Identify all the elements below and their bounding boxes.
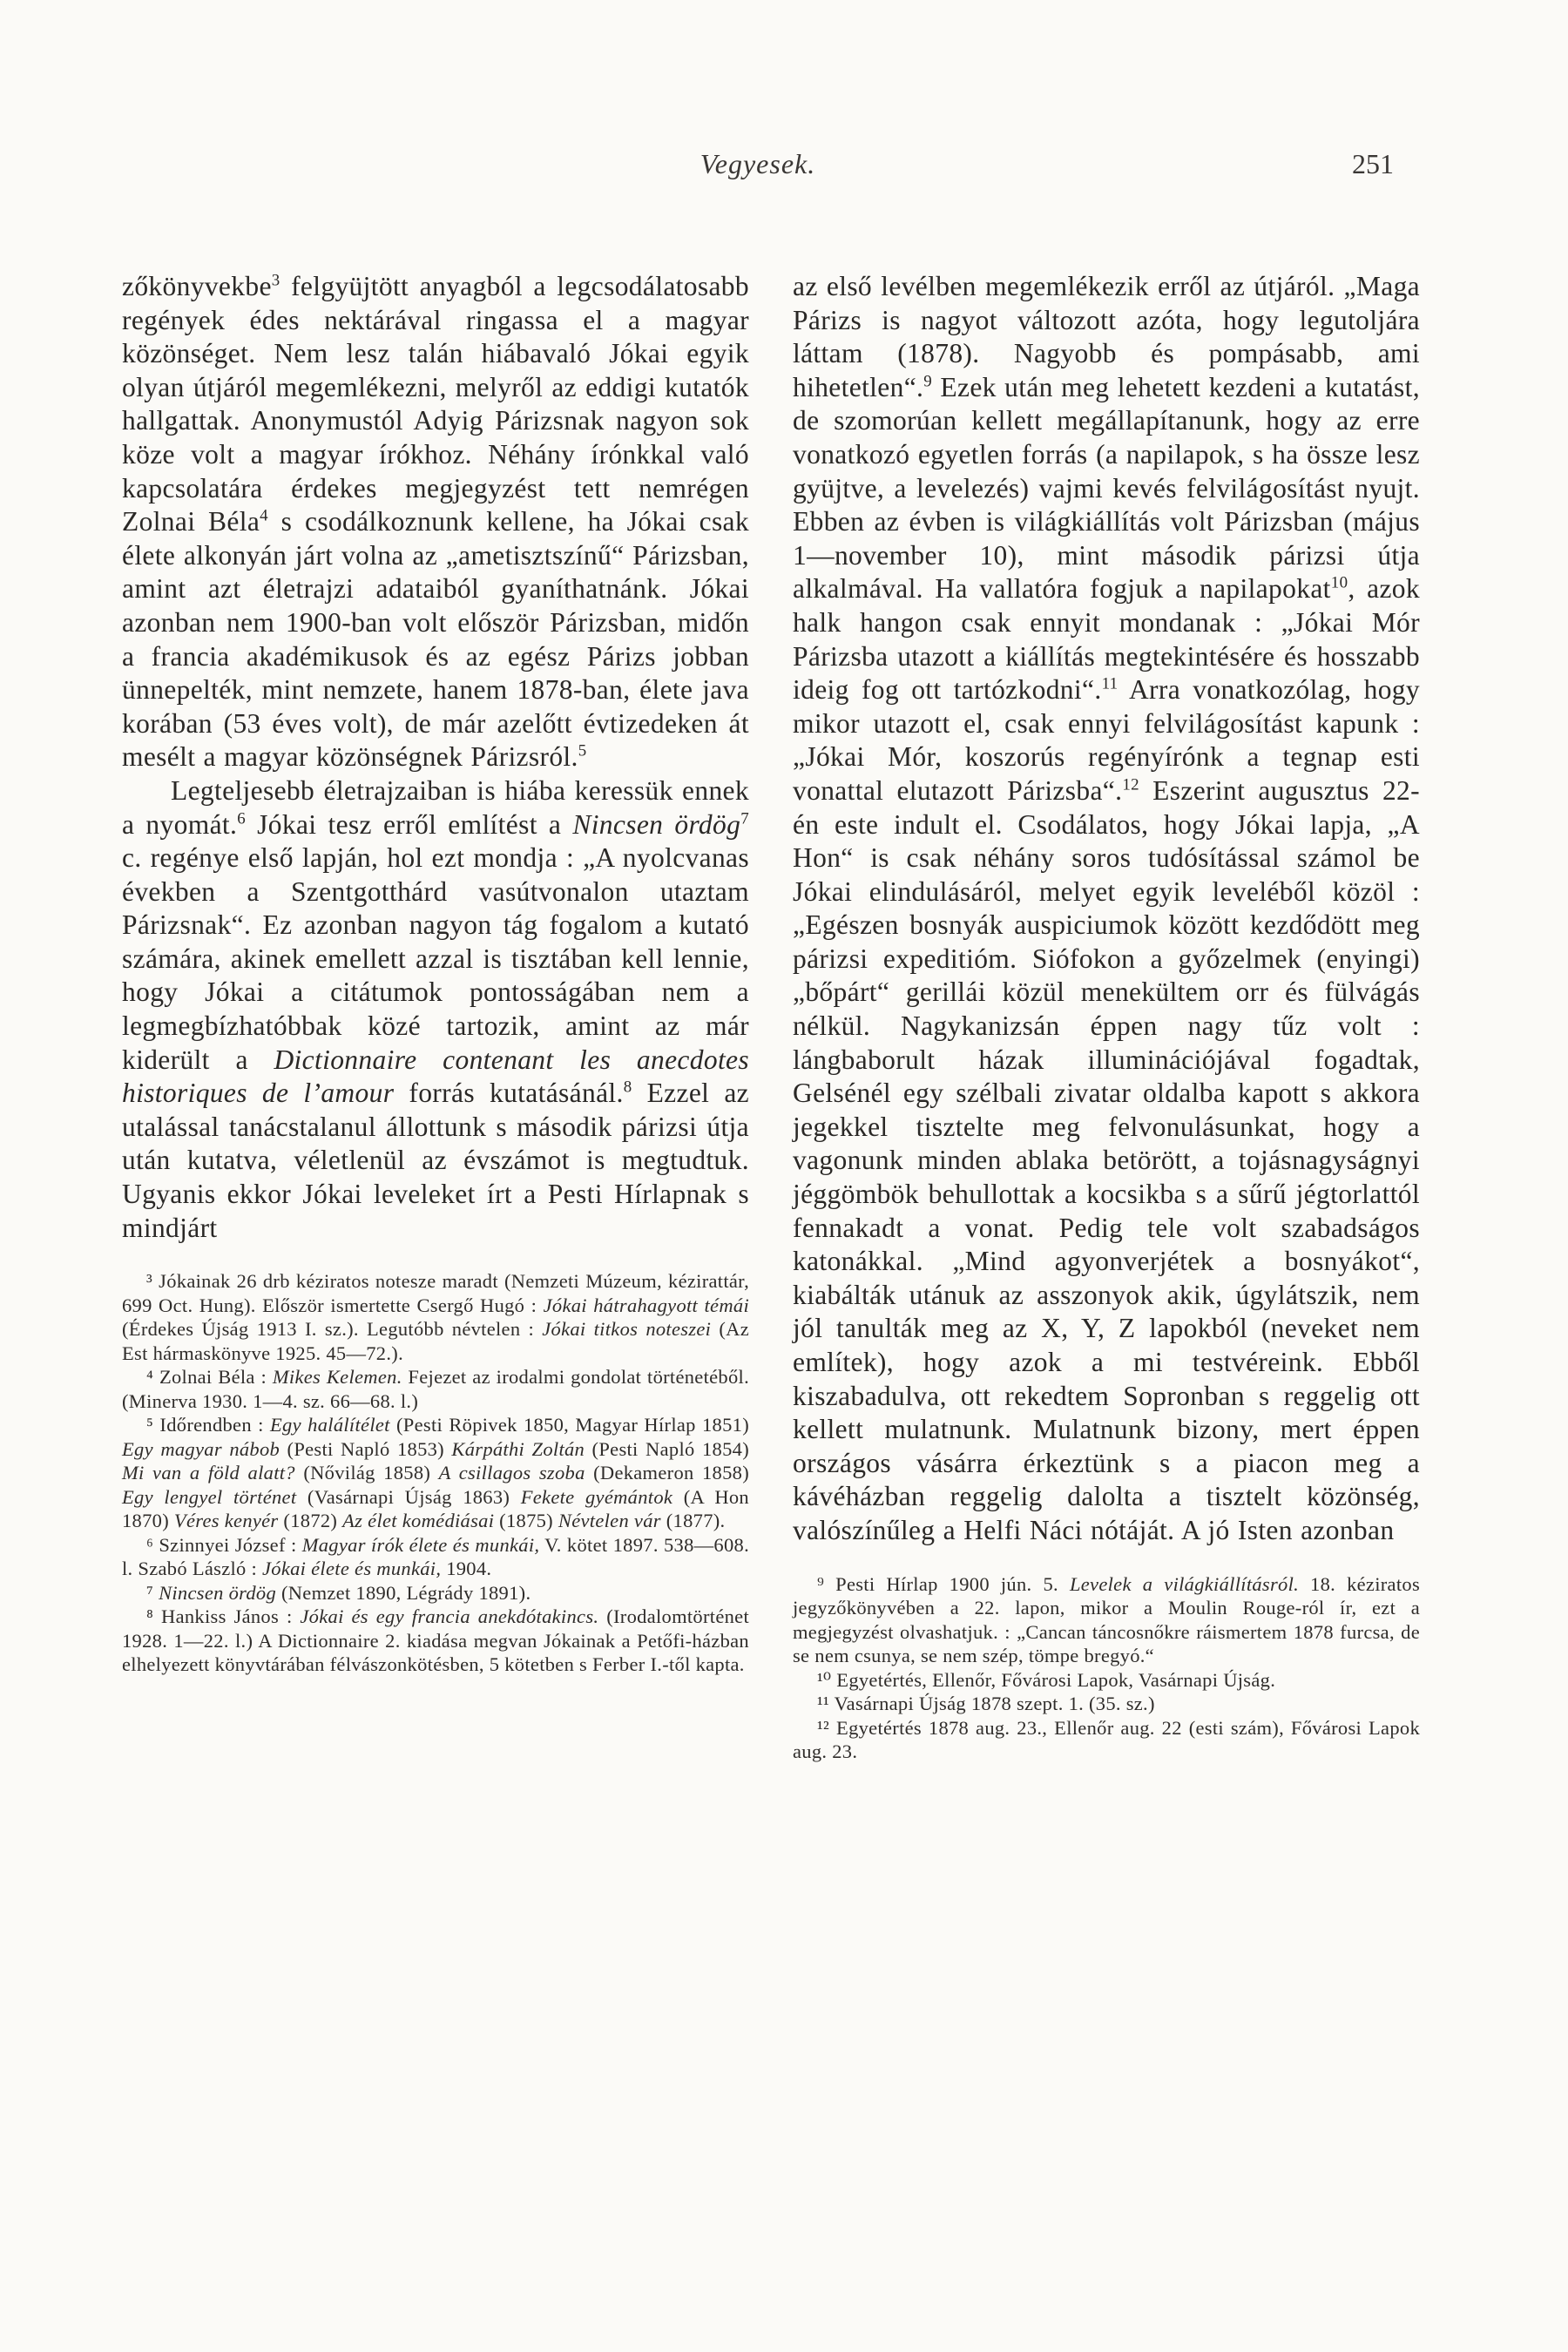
footnote-5: [122, 1413, 749, 1533]
page-number: 251: [1352, 148, 1394, 179]
footnote-3: [122, 1269, 749, 1365]
footnote-12: [793, 1716, 1420, 1764]
page-header: [122, 148, 1394, 192]
text-run: ⁴ Zolnai Béla :: [146, 1366, 273, 1389]
text-run: Arra vonatkozólag, hogy mikor utazott el, csak ennyi felvilágosítást kapunk : „Jókai Mór, koszorús regényírónk a tegnap esti vonattal elutazott Párizsba“.: [793, 674, 1420, 806]
text-run: ¹¹ Vasárnapi Újság 1878 szept. 1. (35. sz.): [817, 1693, 1155, 1715]
footnote-ref: 6: [237, 809, 247, 828]
footnote-9: [793, 1572, 1420, 1668]
text-run: 1904.: [441, 1558, 492, 1580]
text-run: Jókai tesz erről említést a: [246, 808, 573, 840]
running-title: Vegyesek.: [700, 148, 816, 179]
italic-run: Dictionnaire contenant les anecdotes historiques de l’amour: [122, 1044, 749, 1109]
italic-run: Egy magyar nábob: [122, 1437, 280, 1460]
text-run: (1872): [278, 1510, 343, 1532]
italic-run: Fekete gyémántok: [520, 1485, 673, 1508]
italic-run: A csillagos szoba: [438, 1462, 585, 1484]
italic-run: Nincsen ördög: [572, 808, 741, 840]
paragraph: [122, 270, 749, 774]
text-run: (Pesti Röpivek 1850, Magyar Hírlap 1851): [389, 1414, 749, 1436]
italic-run: Mikes Kelemen.: [272, 1366, 402, 1389]
text-run: forrás kutatásánál.: [394, 1078, 624, 1109]
italic-run: Egy halálítélet: [270, 1414, 390, 1436]
italic-run: Levelek a világkiállításról.: [1069, 1572, 1300, 1595]
italic-run: Jókai titkos noteszei: [542, 1318, 712, 1341]
footnote-4: [122, 1365, 749, 1413]
text-run: (Érdekes Újság 1913 I. sz.). Legutóbb névtelen :: [122, 1318, 543, 1341]
footnote-11: [793, 1692, 1420, 1716]
italic-run: Névtelen vár: [558, 1510, 661, 1532]
text-run: 18. kéziratos jegyzőkönyvében a 22. lapon, mikor a Moulin Rouge-ról ír, ezt a megjegyzést olvashatjuk. : „Cancan táncosnőkre ráismertem 1878 furcsa, de se nem csunya, se nem szép, tömpe bregyó.“: [793, 1572, 1420, 1667]
paragraph: [122, 774, 749, 1245]
text-run: (A Hon 1870): [122, 1485, 749, 1532]
footnote-ref: 9: [923, 372, 933, 391]
left-column: [122, 270, 749, 1677]
text-run: Ezzel az utalással tanácstalanul állottunk s második párizsi útja után kutatva, véletlenül az évszámot is megtudtuk. Ugyanis ekkor Jókai leveleket írt a Pesti Hírlapnak s mindjárt: [122, 1078, 749, 1243]
footnote-7: [122, 1581, 749, 1605]
text-run: ⁸ Hankiss János :: [146, 1605, 301, 1628]
italic-run: Jókai élete és munkái,: [262, 1558, 442, 1580]
footnote-ref: 5: [578, 741, 587, 760]
left-footnotes: [122, 1269, 749, 1677]
text-run: c. regénye első lapján, hol ezt mondja : „A nyolcvanas években a Szentgotthárd vasútvonalon utaztam Párizsnak“. Ez azonban nagyon tág fogalom a kutató számára, akinek emellett azzal is tisztában kell lennie, hogy Jókai a citátumok pontosságában nem a legmegbízhatóbbak közé tartozik, amint az már kiderült a: [122, 842, 749, 1075]
footnote-ref: 8: [623, 1078, 632, 1097]
text-run: Legteljesebb életrajzaiban is hiába keressük ennek a nyomát.: [122, 774, 749, 840]
text-run: ⁷: [146, 1581, 159, 1604]
text-run: (1877).: [660, 1510, 726, 1532]
italic-run: Nincsen ördög: [159, 1581, 277, 1604]
text-run: ³ Jókainak 26 drb kéziratos notesze maradt (Nemzeti Múzeum, kézirattár, 699 Oct. Hung). Először ismertette Csergő Hugó :: [122, 1270, 749, 1316]
text-run: Ezek után meg lehetett kezdeni a kutatást, de szomorúan kellett megállapítanunk, hogy az erre vonatkozó egyetlen forrás (a napilapok, s ha össze lesz gyüjtve, a levelezés) vajmi kevés felvilágosítást nyujt. Ebben az évben is világkiállítás volt Párizsban (május 1—november 10), mint második párizsi útja alkalmával. Ha vallatóra fogjuk a napilapokat: [793, 371, 1420, 605]
footnote-6: [122, 1533, 749, 1581]
text-run: ⁵ Időrendben :: [146, 1414, 271, 1436]
text-run: s csodálkoznunk kellene, ha Jókai csak élete alkonyán járt volna az „ametisztszínű“ Párizsban, amint azt életrajzi adataiból gyaníthatnánk. Jókai azonban nem 1900-ban volt először Párizsban, midőn a francia akadémikusok és az egész Párizs jobban ünnepelték, mint nemzete, hanem 1878-ban, élete java korában (53 éves volt), de már azelőtt évtizedeken át mesélt a magyar közönségnek Párizsról.: [122, 506, 749, 773]
italic-run: Az élet komédiásai: [342, 1510, 495, 1532]
text-run: (Pesti Napló 1854): [585, 1437, 749, 1460]
italic-run: Egy lengyel történet: [122, 1485, 297, 1508]
text-run: (Dekameron 1858): [585, 1462, 749, 1484]
text-run: (Irodalomtörténet 1928. 1—22. l.) A Dictionnaire 2. kiadása megvan Jókainak a Petőfi-házban elhelyezett könyvtárában félvászonkötésben, 5 kötetben s Ferber I.-től kapta.: [122, 1605, 749, 1676]
text-run: ¹² Egyetértés 1878 aug. 23., Ellenőr aug. 22 (esti szám), Fővárosi Lapok aug. 23.: [793, 1716, 1420, 1763]
text-run: felgyüjtött anyagból a legcsodálatosabb regények édes nektárával ringassa el a magyar közönséget. Nem lesz talán hiábavaló Jókai egyik olyan útjáról megemlékezni, melyről az eddigi kutatók hallgattak. Anonymustól Adyig Párizsnak nagyon sok köze volt a magyar írókhoz. Néhány írónkkal való kapcsolatára érdekes megjegyzést tett nemrégen Zolnai Béla: [122, 271, 749, 537]
text-run: V. kötet 1897. 538—608. l. Szabó László :: [122, 1533, 749, 1580]
footnote-ref: 10: [1330, 573, 1348, 592]
right-body-text: [793, 270, 1420, 1548]
text-run: zőkönyvekbe: [122, 271, 272, 301]
footnote-ref: 4: [260, 506, 268, 525]
footnote-8: [122, 1605, 749, 1677]
text-run: ⁹ Pesti Hírlap 1900 jún. 5.: [817, 1572, 1070, 1595]
text-run: (1875): [494, 1510, 558, 1532]
text-run: , azok halk hangon csak ennyit mondanak : „Jókai Mór Párizsba utazott a kiállítás megtekintésére és hosszabb ideig fog ott tartózkodni“.: [793, 573, 1420, 706]
text-run: (Nővilág 1858): [294, 1462, 439, 1484]
text-run: (Vasárnapi Újság 1863): [296, 1485, 521, 1508]
text-run: (Az Est hármaskönyve 1925. 45—72.).: [122, 1318, 749, 1364]
text-run: (Pesti Napló 1853): [280, 1437, 452, 1460]
footnote-ref: 12: [1122, 775, 1139, 794]
italic-run: Jókai és egy francia anekdótakincs.: [300, 1605, 599, 1628]
italic-run: Mi van a föld alatt?: [122, 1462, 295, 1484]
paragraph: [793, 270, 1420, 1548]
text-run: ¹⁰ Egyetértés, Ellenőr, Fővárosi Lapok, Vasárnapi Újság.: [817, 1668, 1276, 1691]
text-run: (Nemzet 1890, Légrády 1891).: [276, 1581, 531, 1604]
right-column: [793, 270, 1420, 1764]
text-run: ⁶ Szinnyei József :: [146, 1533, 302, 1556]
right-footnotes: [793, 1572, 1420, 1764]
left-body-text: [122, 270, 749, 1245]
italic-run: Magyar írók élete és munkái,: [301, 1533, 540, 1556]
italic-run: Véres kenyér: [173, 1510, 279, 1532]
footnote-10: [793, 1668, 1420, 1693]
footnote-ref: 11: [1101, 674, 1119, 693]
text-run: az első levélben megemlékezik erről az útjáról. „Maga Párizs is nagyot változott azóta, hogy legutoljára láttam (1878). Nagyobb és pompásabb, ami hihetetlen“.: [793, 271, 1420, 402]
italic-run: Jókai hátrahagyott témái: [543, 1294, 749, 1316]
footnote-ref: 3: [271, 271, 280, 290]
text-run: Eszerint augusztus 22-én este indult el. Csodálatos, hogy Jókai lapja, „A Hon“ is csak néhány soros tudósítással számol be Jókai elindulásáról, melyet egyik leveléből közöl : „Egészen bosnyák auspiciumok között kezdődött meg párizsi expeditióm. Siófokon a győzelmek (enyingi) „bőpárt“ gerillái közül menekültem orr és fülvágás nélkül. Nagykanizsán éppen nagy tűz volt : lángbaborult házak illuminációjával fogadtak, Gelsénél egy szélbali zivatar oldalba kapott s akkora jegekkel tisztelte meg felvonulásunkat, hogy a vagonunk minden ablaka betörött, a tojásnagyságnyi jéggömbök behullottak a kocsikba s a sűrű jégtorlattól fennakadt a vonat. Pedig tele volt szabadságos katonákkal. „Mind agyonverjétek a bosnyákot“, kiabálták utánuk az asszonyok akik, úgylátszik, nem jól tanulták meg az X, Y, Z lapokból (neveket nem említek), hogy azok a mi testvéreink. Ebből kiszabadulva, ott rekedtem Sopronban s reggelig ott kellett mulatnunk. Mulatnunk bizony, mert éppen országos vásárra érkeztünk s a piacon meg a kávéházban reggelig dalolta a tisztelt közönség, valószínűleg a Helfi Náci nótáját. A jó Isten azonban: [793, 774, 1420, 1545]
text-run: Fejezet az irodalmi gondolat történetéből. (Minerva 1930. 1—4. sz. 66—68. l.): [122, 1366, 749, 1412]
footnote-ref: 7: [740, 809, 749, 828]
italic-run: Kárpáthi Zoltán: [451, 1437, 585, 1460]
